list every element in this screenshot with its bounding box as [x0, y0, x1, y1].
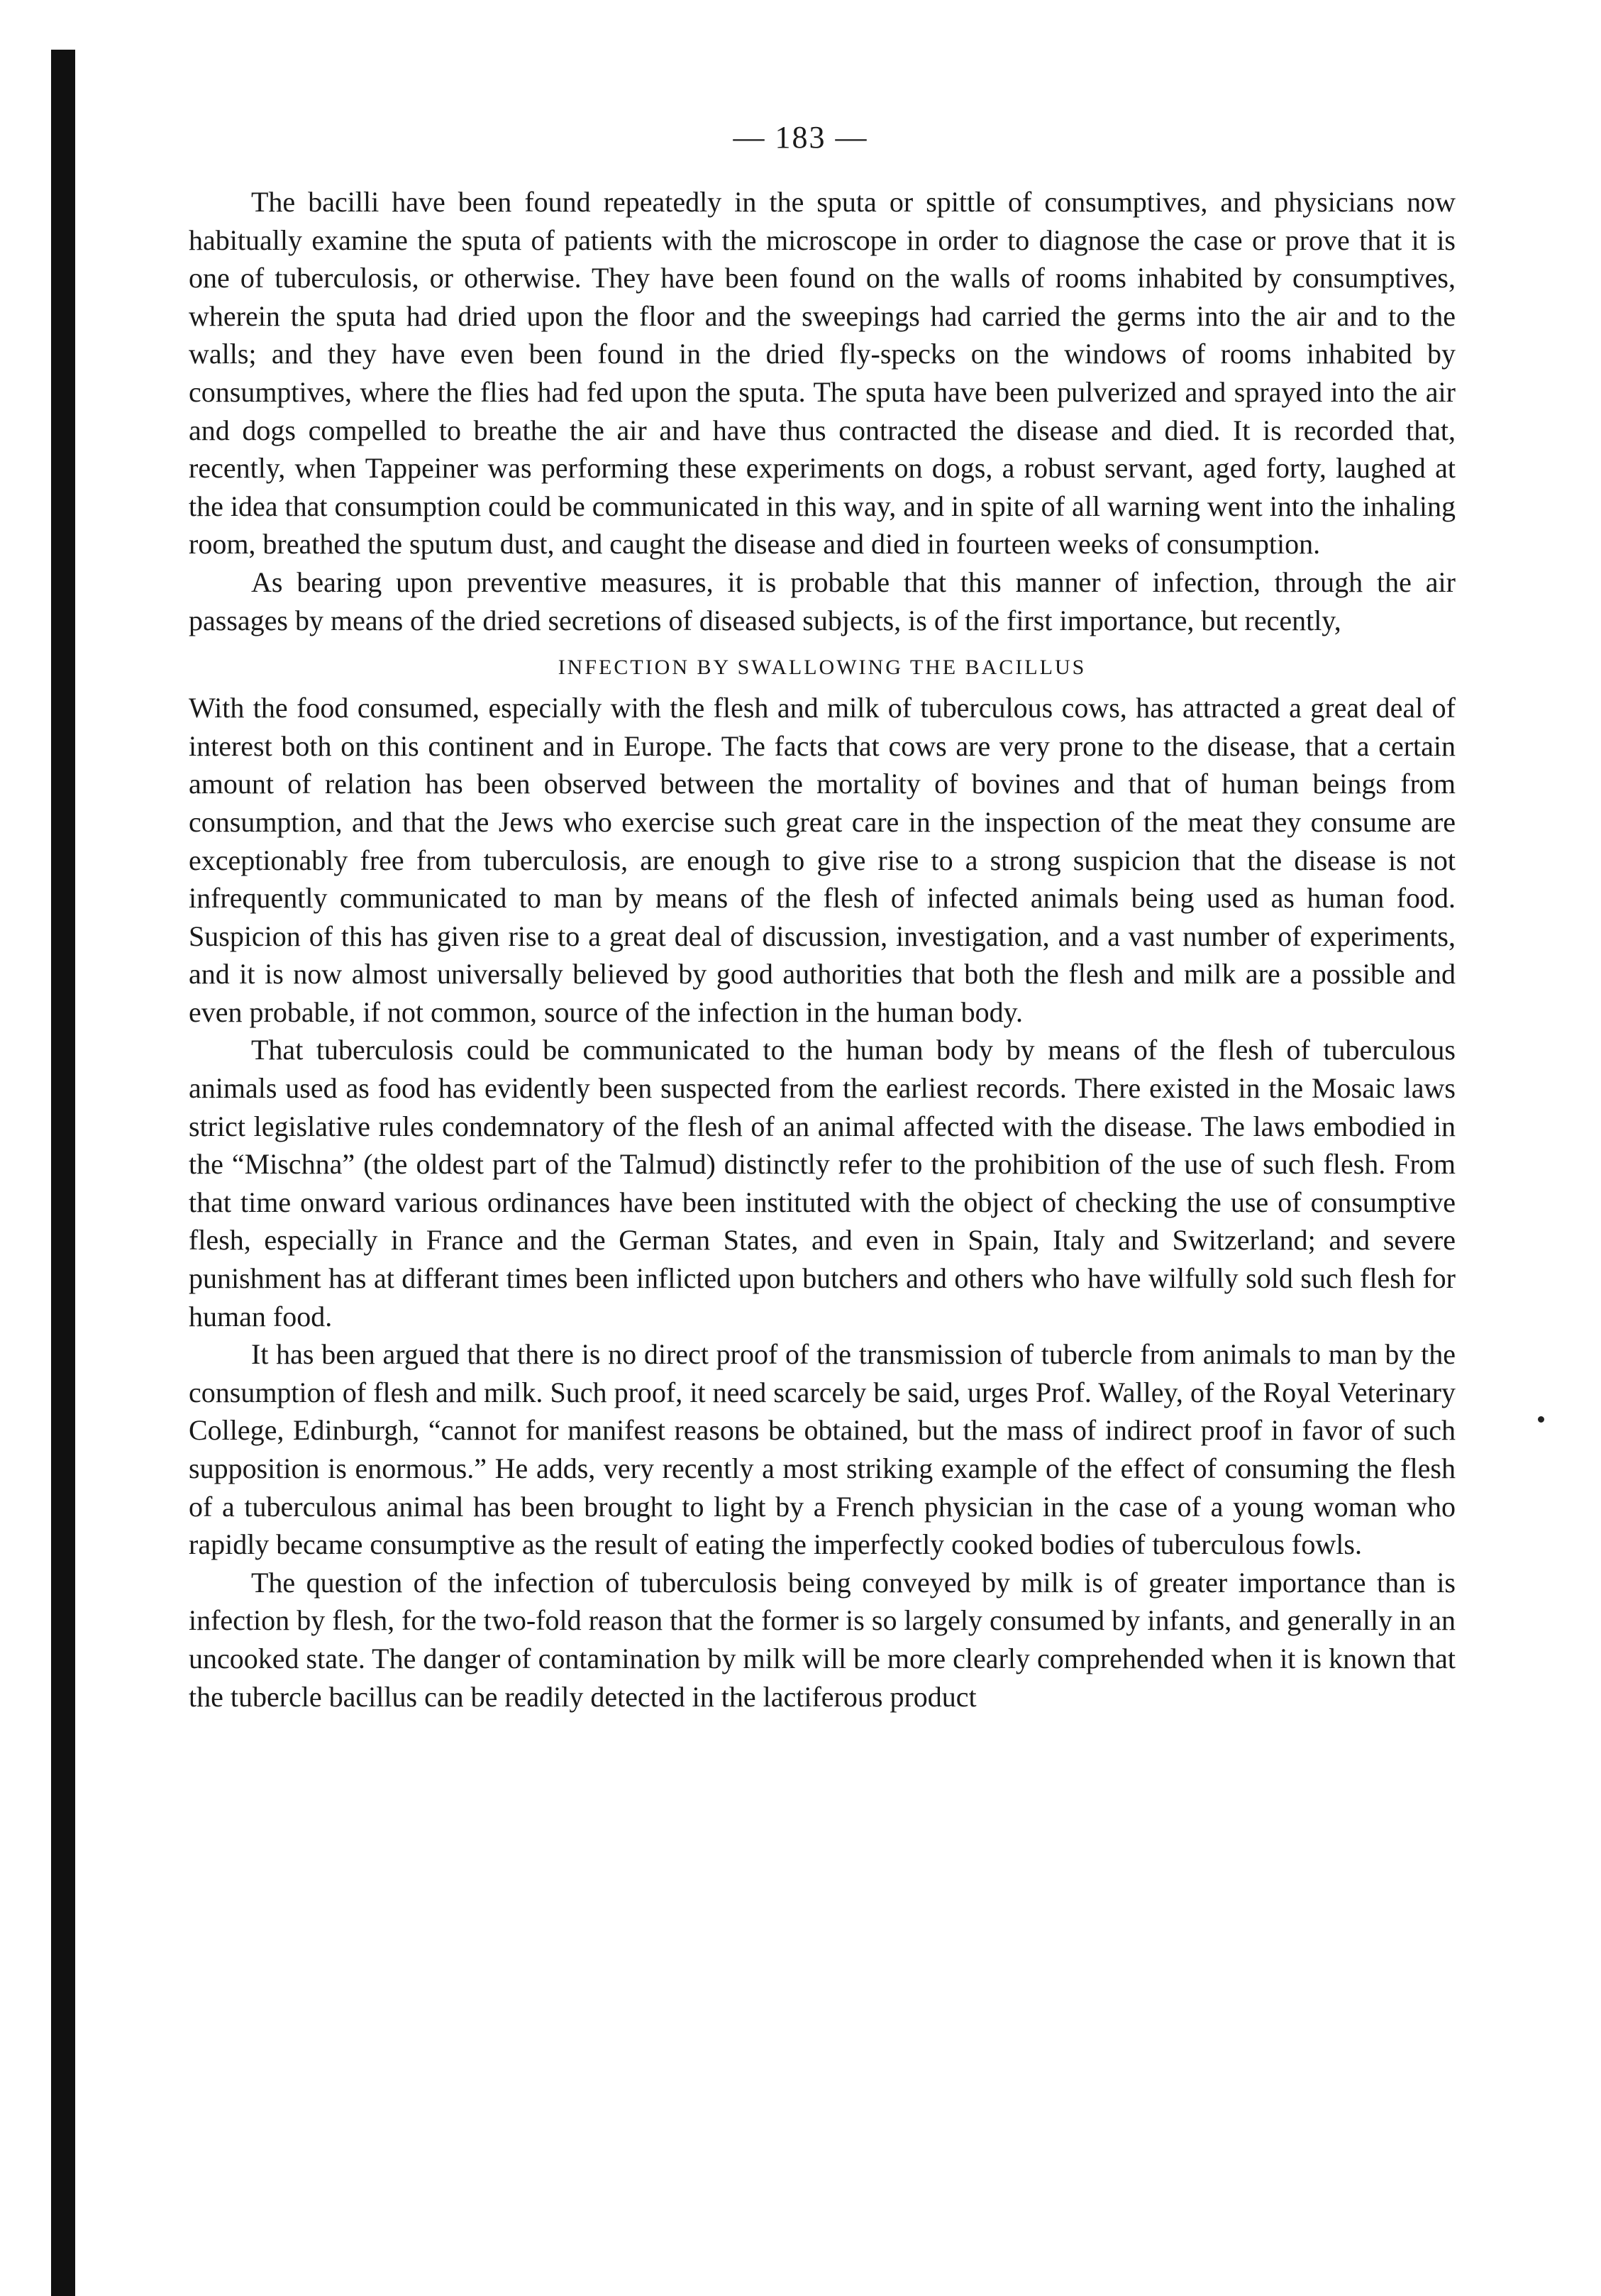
paragraph-milk-infection: The question of the infection of tuberculosis being conveyed by milk is of greater importance than is infection by flesh, for the two-fold reason that the former is so largely consumed by infants, and generally in an uncooked state. The danger of contamination by milk will be more clearly comprehended when it is known that the tubercle bacillus can be readily detected in the lactiferous product	[189, 1566, 1456, 1713]
paragraph-walley-quote: It has been argued that there is no direct proof of the transmission of tubercle from animals to man by the consumption of flesh and milk. Such proof, it need scarcely be said, urges Prof. Walley, of the Royal Veterinary College, Edinburgh, “cannot for manifest reasons be obtained, but the mass of indirect proof in favor of such supposition is enormous.” He adds, very recently a most striking example of the effect of consuming the flesh of a tuberculous animal has been brought to light by a French physician in the case of a young woman who rapidly became consumptive as the result of eating the imperfectly cooked bodies of tuberculous fowls.	[189, 1338, 1456, 1561]
section-heading: INFECTION BY SWALLOWING THE BACILLUS	[558, 656, 1087, 680]
paragraph-food-infection: With the food consumed, especially with the flesh and milk of tuberculous cows, has attracted a great deal of interest both on this continent and in Europe. The facts that cows are very prone to the disease, that a certain amount of relation has been observed between the mortality of bovines and that of human beings from consumption, and that the Jews who exercise such great care in the inspection of the meat they consume are exceptionably free from tuberculosis, are enough to give rise to a strong suspicion that the disease is not infrequently communicated to man by means of the flesh of infected animals being used as human food. Suspicion of this has given rise to a great deal of discussion, investigation, and a vast number of experiments, and it is now almost universally believed by good authorities that both the flesh and milk are a possible and even probable, if not common, source of the infection in the human body.	[189, 692, 1456, 1028]
paragraph-preventive-measures: As bearing upon preventive measures, it is probable that this manner of infection, through the air passages by means of the dried secretions of diseased subjects, is of the first importance, but recently,	[189, 565, 1456, 636]
page-binding-edge	[51, 50, 75, 2296]
page-number: — 183 —	[733, 120, 868, 155]
paragraph-sputa: The bacilli have been found repeatedly in the sputa or spittle of consumptives, and physicians now habitually examine the sputa of patients with the microscope in order to diagnose the case or prove that it is one of tuberculosis, or otherwise. They have been found on the walls of rooms inhabited by consumptives, wherein the sputa had dried upon the floor and the sweepings had carried the germs into the air and to the walls; and they have even been found in the dried fly-specks on the windows of rooms inhabited by consumptives, where the flies had fed upon the sputa. The sputa have been pulverized and sprayed into the air and dogs compelled to breathe the air and have thus contracted the disease and died. It is recorded that, recently, when Tappeiner was performing these experiments on dogs, a robust servant, aged forty, laughed at the idea that consumption could be communicated in this way, and in spite of all warning went into the inhaling room, breathed the sputum dust, and caught the disease and died in fourteen weeks of consumption.	[189, 186, 1456, 561]
paragraph-mosaic-laws: That tuberculosis could be communicated to the human body by means of the flesh of tuberculous animals used as food has evidently been suspected from the earliest records. There existed in the Mosaic laws strict legislative rules condemnatory of the flesh of an animal affected with the disease. The laws embodied in the “Mischna” (the oldest part of the Talmud) distinctly refer to the prohibition of the use of such flesh. From that time onward various ordinances have been instituted with the object of checking the use of consumptive flesh, especially in France and the German States, and even in Spain, Italy and Switzerland; and severe punishment has at differant times been inflicted upon butchers and others who have wilfully sold such flesh for human food.	[189, 1034, 1456, 1332]
stray-ink-mark	[1538, 1416, 1544, 1423]
page-body	[189, 183, 1456, 1716]
